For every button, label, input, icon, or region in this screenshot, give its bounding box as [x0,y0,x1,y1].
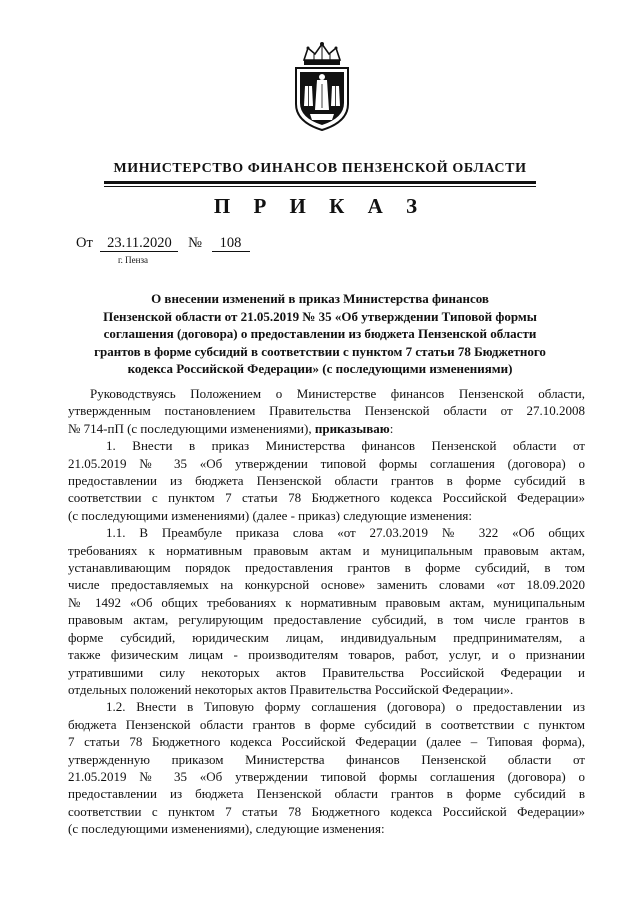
order-date-line [76,235,250,252]
header-divider-thick [104,181,536,184]
number-sign: № [188,235,202,251]
item-1-1-line: требованиях к нормативным правовым актам и муниципальным правовым актам, [68,542,585,558]
item-1-2-line: предоставлении из бюджета Пензенской области грантов в форме субсидий в [68,786,585,802]
item-1-line: 1. Внести в приказ Министерства финансов Пензенской области от [106,438,585,454]
item-1-2-line: бюджета Пензенской области грантов в форме субсидий в соответствии с пунктом [68,716,585,732]
item-1-2-line: 1.2. Внести в Типовую форму соглашения (договора) о предоставлении из [106,699,585,715]
item-1-1-line: утратившими силу некоторых актов Правительства Российской Федерации и [68,664,585,680]
preamble-line: Руководствуясь Положением о Министерстве финансов Пензенской области, [90,386,585,401]
item-1-2-line: 21.05.2019 № 35 «Об утверждении типовой формы соглашения (договора) о [68,768,585,784]
preamble-line-final [68,420,585,437]
heading-line: кодекса Российской Федерации» (с последующими изменениями) [127,361,513,376]
item-1-line: предоставлении из бюджета Пензенской области грантов в форме субсидий в [68,473,585,489]
item-1-1-line: числе предоставляемых на конкурсной основе» заменить словами «от 18.09.2020 [68,577,585,593]
ministry-name: МИНИСТЕРСТВО ФИНАНСОВ ПЕНЗЕНСКОЙ ОБЛАСТИ [113,161,527,176]
issue-city: г. Пенза [118,255,149,265]
item-1-1-line: также физическим лицам - производителям товаров, работ, услуг, и о признании [68,647,585,663]
item-1-2-line: 7 статьи 78 Бюджетного кодекса Российской Федерации (далее – Типовая форма), [68,734,585,750]
heading-line: соглашения (договора) о предоставлении из бюджета Пензенской области [103,326,537,341]
item-1-line: (с последующими изменениями) (далее - приказ) следующие изменения: [68,507,473,523]
item-1-2-line: утвержденную приказом Министерства финансов Пензенской области от [68,751,585,767]
item-1-1-line: 1.1. В Преамбуле приказа слова «от 27.03.2019 № 322 «Об общих [106,525,585,541]
order-number: 108 [212,235,250,252]
preamble-end-text: № 714-пП (с последующими изменениями), [68,420,315,436]
heading-line: О внесении изменений в приказ Министерства финансов [151,291,489,306]
item-1-1-line: форме субсидий, юридическим лицам, индивидуальным предпринимателям, а [68,629,585,645]
heading-line: Пензенской области от 21.05.2019 № 35 «Об утверждении Типовой формы [103,308,537,324]
preamble-end-colon: : [389,420,394,436]
item-1-2-line: (с последующими изменениями), следующие изменения: [68,821,385,837]
item-1-line: соответствии с пунктом 7 статьи 78 Бюджетного кодекса Российской Федерации» [68,490,585,506]
item-1-2-line: соответствии с пунктом 7 статьи 78 Бюджетного кодекса Российской Федерации» [68,803,585,819]
item-1-line: 21.05.2019 № 35 «Об утверждении типовой формы соглашения (договора) о [68,455,585,471]
order-title: П Р И К А З [213,194,427,218]
penza-coat-of-arms-icon [290,40,354,132]
item-1-1-line: № 1492 «Об общих требованиях к нормативным правовым актам, муниципальным [68,594,585,610]
header-divider-thin [104,186,536,187]
order-date: 23.11.2020 [100,235,178,252]
item-1-1-line: устанавливающим порядок предоставления грантов в форме субсидий, в том [68,560,585,576]
order-verb: приказываю [314,420,390,436]
item-1-1-line: отдельных положений некоторых актов Правительства Российской Федерации». [68,681,514,697]
order-heading [60,290,580,378]
preamble-line: утвержденным постановлением Правительства Пензенской области от 27.10.2008 [68,403,585,419]
heading-line: грантов в форме субсидий в соответствии с пунктом 7 статьи 78 Бюджетного [94,343,546,359]
date-prefix: От [76,235,93,251]
item-1-1-line: правовым актам, регулирующим предоставление субсидий, в том числе грантов в [68,612,585,628]
order-body [68,385,585,838]
